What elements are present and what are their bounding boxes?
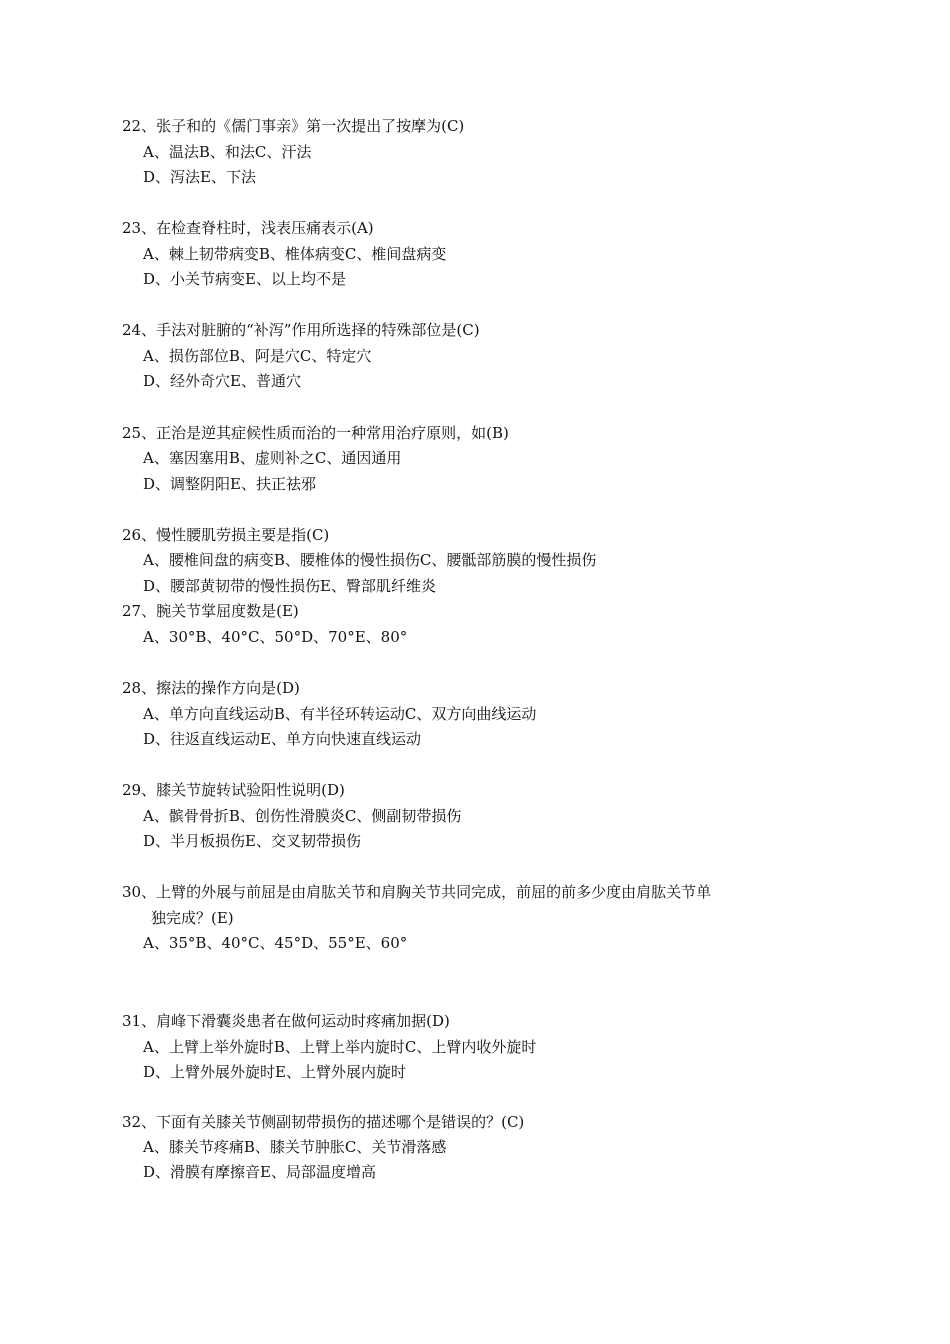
question-29-options-2: D、半月板损伤E、交叉韧带损伤 <box>143 832 361 850</box>
question-25-options-1: A、塞因塞用B、虚则补之C、通因通用 <box>143 449 402 467</box>
question-23-options-1: A、棘上韧带病变B、椎体病变C、椎间盘病变 <box>143 245 447 263</box>
question-29-stem: 29、膝关节旋转试验阳性说明(D) <box>122 781 345 799</box>
question-29-options-1: A、髌骨骨折B、创伤性滑膜炎C、侧副韧带损伤 <box>143 807 462 825</box>
question-26-stem: 26、慢性腰肌劳损主要是指(C) <box>122 526 330 544</box>
question-24-options-2: D、经外奇穴E、普通穴 <box>143 372 301 390</box>
question-30-options-1: A、35°B、40°C、45°D、55°E、60° <box>143 934 408 952</box>
question-28-options-1: A、单方向直线运动B、有半径环转运动C、双方向曲线运动 <box>143 705 537 723</box>
question-31-options-2: D、上臂外展外旋时E、上臂外展内旋时 <box>143 1063 406 1081</box>
question-24-options-1: A、损伤部位B、阿是穴C、特定穴 <box>143 347 372 365</box>
question-22-stem: 22、张子和的《儒门事亲》第一次提出了按摩为(C) <box>122 117 465 135</box>
question-23-options-2: D、小关节病变E、以上均不是 <box>143 270 346 288</box>
question-27-options-1: A、30°B、40°C、50°D、70°E、80° <box>143 628 408 646</box>
question-31-stem: 31、肩峰下滑囊炎患者在做何运动时疼痛加据(D) <box>122 1012 450 1030</box>
question-28-options-2: D、往返直线运动E、单方向快速直线运动 <box>143 730 421 748</box>
question-26-options-2: D、腰部黄韧带的慢性损伤E、臀部肌纤维炎 <box>143 577 436 595</box>
question-22-options-1: A、温法B、和法C、汗法 <box>143 143 312 161</box>
question-26-options-1: A、腰椎间盘的病变B、腰椎体的慢性损伤C、腰骶部筋膜的慢性损伤 <box>143 551 597 569</box>
question-22-options-2: D、泻法E、下法 <box>143 168 256 186</box>
question-24-stem: 24、手法对脏腑的“补泻”作用所选择的特殊部位是(C) <box>122 321 480 339</box>
question-31-options-1: A、上臂上举外旋时B、上臂上举内旋时C、上臂内收外旋时 <box>143 1038 537 1056</box>
question-32-options-1: A、膝关节疼痛B、膝关节肿胀C、关节滑落感 <box>143 1138 447 1156</box>
question-25-stem: 25、正治是逆其症候性质而治的一种常用治疗原则，如(B) <box>122 424 509 442</box>
question-27-stem: 27、腕关节掌屈度数是(E) <box>122 602 299 620</box>
question-30-stem-continued: 独完成？(E) <box>151 909 234 927</box>
question-32-options-2: D、滑膜有摩擦音E、局部温度增高 <box>143 1163 376 1181</box>
question-32-stem: 32、下面有关膝关节侧副韧带损伤的描述哪个是错误的？(C) <box>122 1113 525 1131</box>
question-28-stem: 28、擦法的操作方向是(D) <box>122 679 300 697</box>
question-25-options-2: D、调整阴阳E、扶正祛邪 <box>143 475 316 493</box>
question-23-stem: 23、在检查脊柱时，浅表压痛表示(A) <box>122 219 374 237</box>
question-30-stem: 30、上臂的外展与前屈是由肩肱关节和肩胸关节共同完成，前屈的前多少度由肩肱关节单 <box>122 883 712 901</box>
